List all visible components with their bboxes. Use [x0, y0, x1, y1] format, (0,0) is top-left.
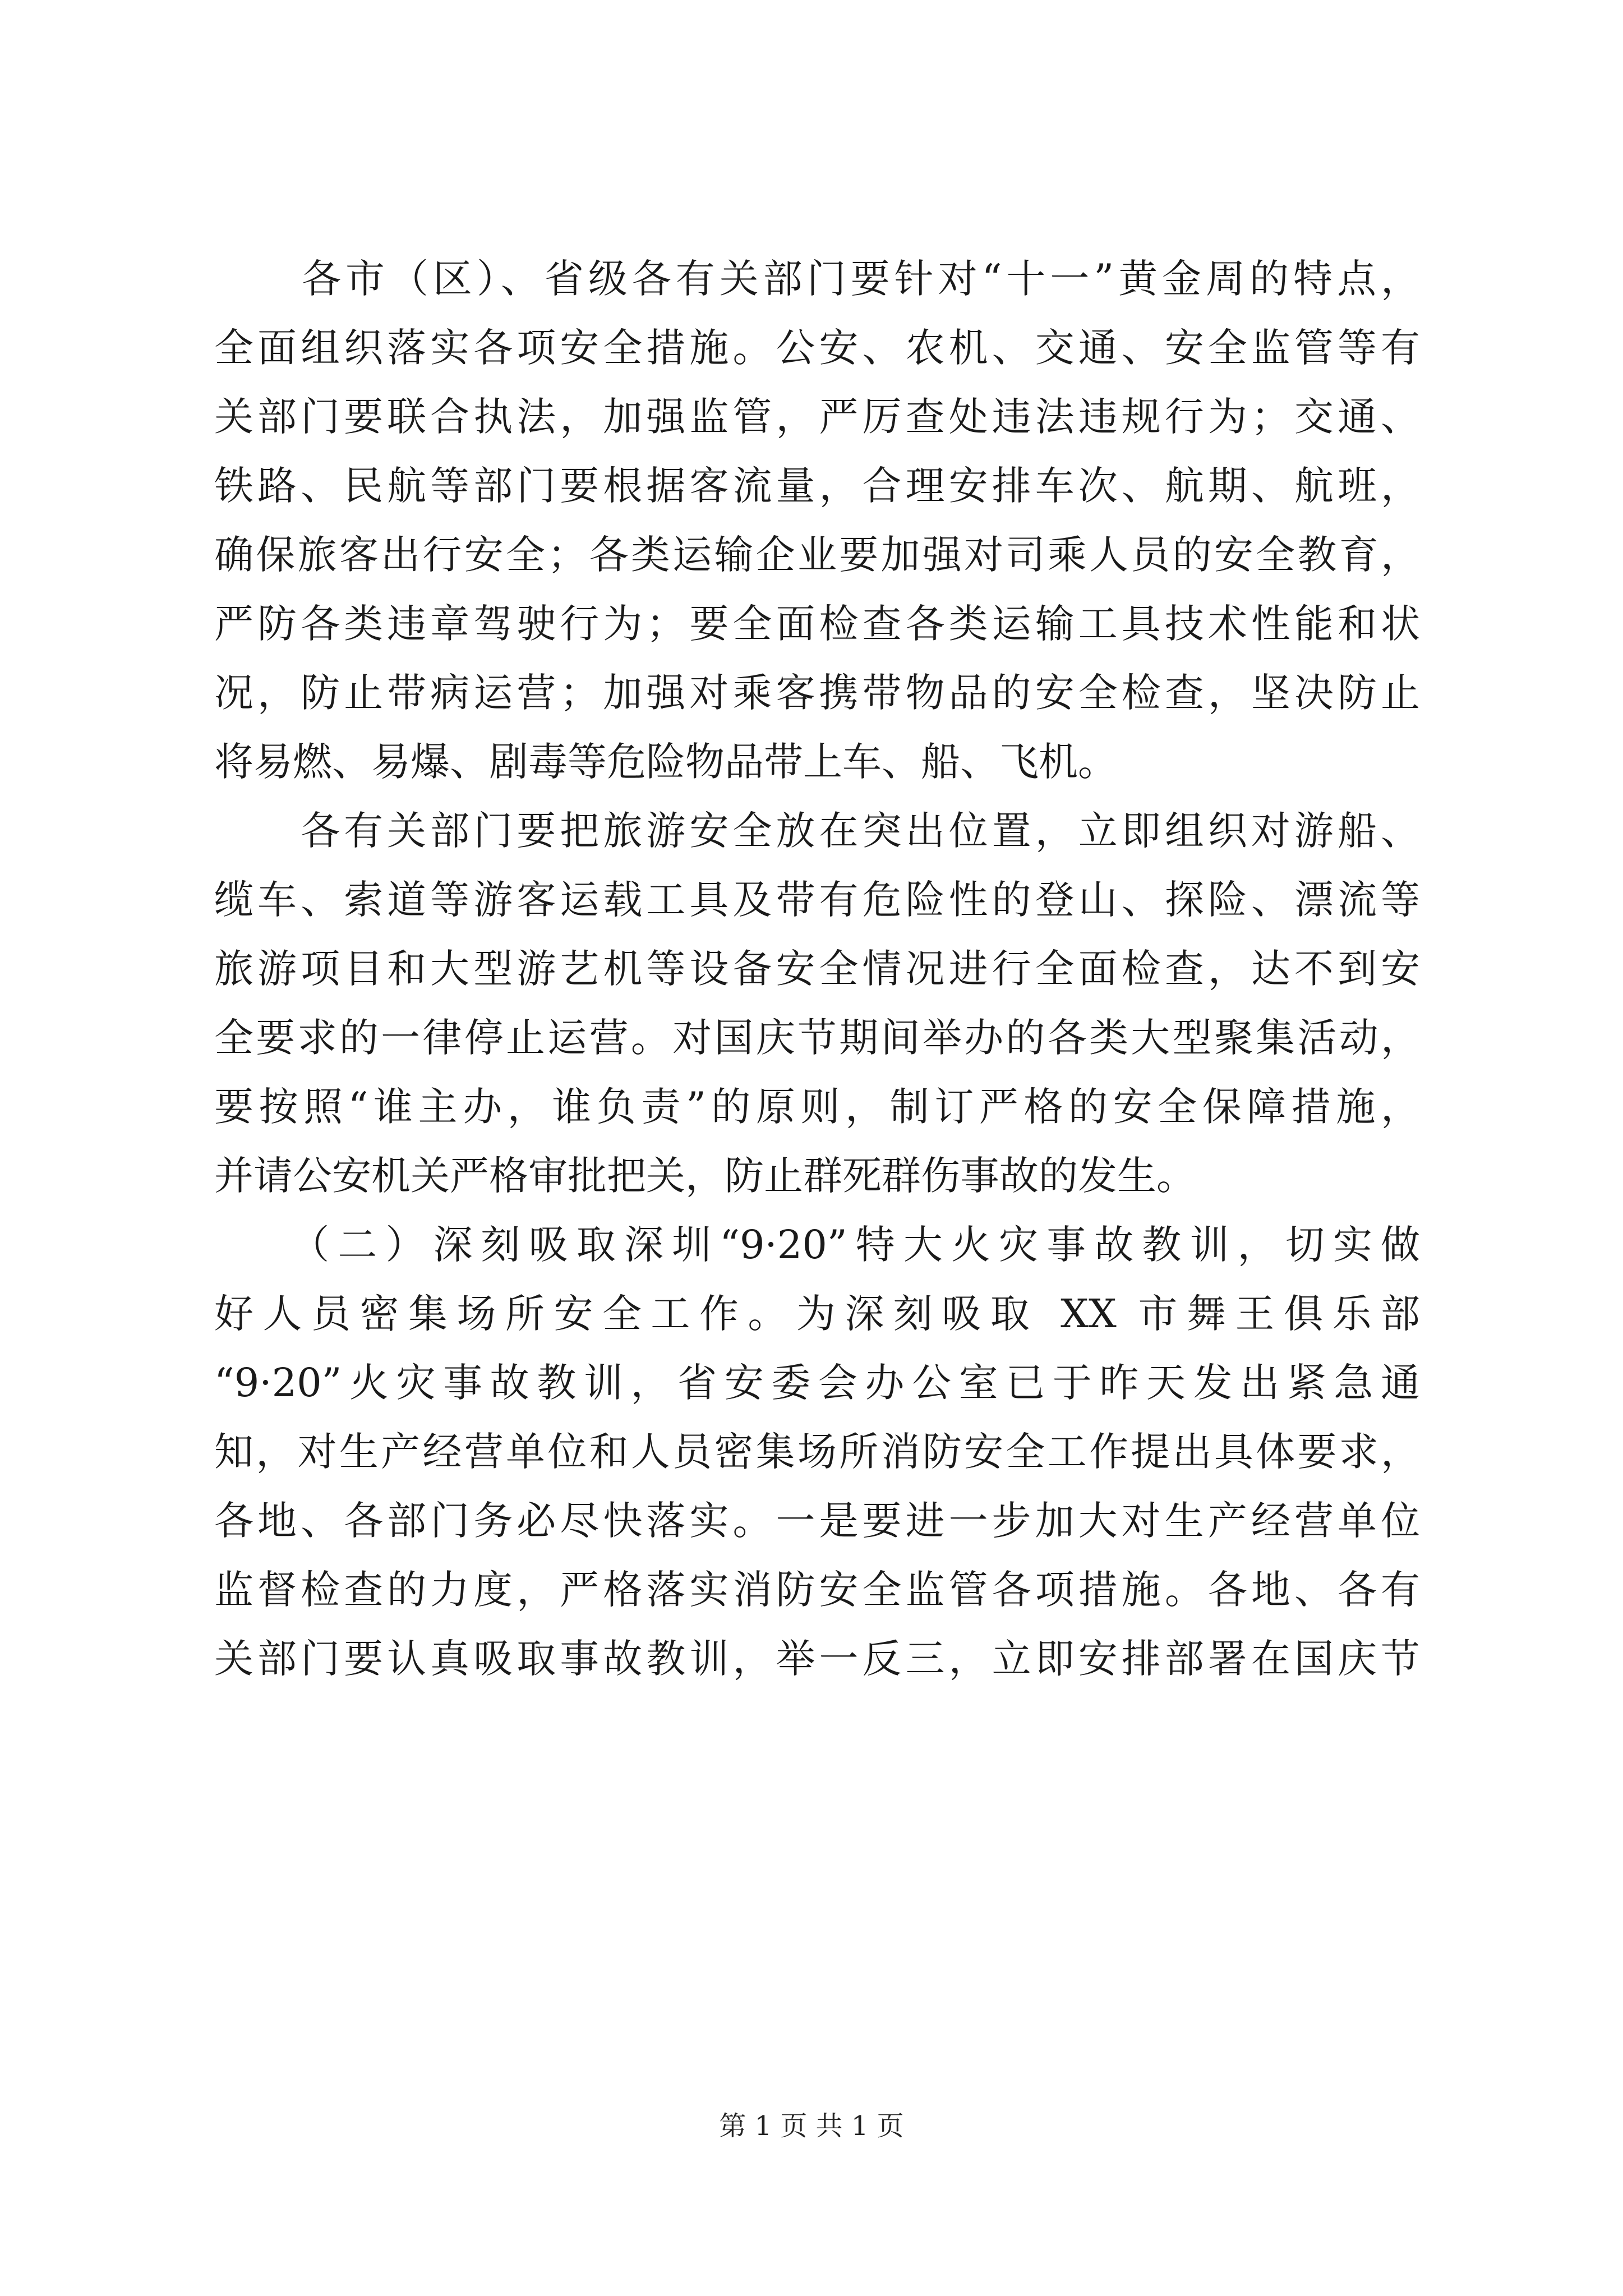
text-line: 监督检查的力度，严格落实消防安全监管各项措施。各地、各有	[214, 1567, 1420, 1613]
text-line: 关部门要联合执法，加强监管，严厉查处违法违规行为；交通、	[214, 394, 1420, 440]
text-line: 各有关部门要把旅游安全放在突出位置，立即组织对游船、	[214, 808, 1420, 854]
text-line: 并请公安机关严格审批把关，防止群死群伤事故的发生。	[214, 1153, 1196, 1199]
text-line: 好人员密集场所安全工作。为深刻吸取 XX 市舞王俱乐部	[214, 1291, 1420, 1337]
text-line: “9·20”火灾事故教训，省安委会办公室已于昨天发出紧急通	[214, 1360, 1420, 1406]
text-line: 旅游项目和大型游艺机等设备安全情况进行全面检查，达不到安	[214, 946, 1420, 992]
text-line: 确保旅客出行安全；各类运输企业要加强对司乘人员的安全教育，	[214, 532, 1420, 578]
text-line: 铁路、民航等部门要根据客流量，合理安排车次、航期、航班，	[214, 463, 1420, 509]
text-line: 况，防止带病运营；加强对乘客携带物品的安全检查，坚决防止	[214, 670, 1420, 716]
text-line: 将易燃、易爆、剧毒等危险物品带上车、船、飞机。	[214, 739, 1117, 785]
text-line: 要按照“谁主办，谁负责”的原则，制订严格的安全保障措施，	[214, 1084, 1420, 1130]
text-line: （二）深刻吸取深圳“9·20”特大火灾事故教训，切实做	[214, 1222, 1420, 1268]
text-line: 全要求的一律停止运营。对国庆节期间举办的各类大型聚集活动，	[214, 1015, 1420, 1061]
text-line: 知，对生产经营单位和人员密集场所消防安全工作提出具体要求，	[214, 1429, 1420, 1475]
text-line: 严防各类违章驾驶行为；要全面检查各类运输工具技术性能和状	[214, 601, 1420, 647]
paragraph-fire-safety	[214, 1211, 1420, 1694]
text-line: 各市（区）、省级各有关部门要针对“十一”黄金周的特点，	[214, 256, 1420, 302]
text-line: 缆车、索道等游客运载工具及带有危险性的登山、探险、漂流等	[214, 877, 1420, 923]
text-line: 关部门要认真吸取事故教训，举一反三，立即安排部署在国庆节	[214, 1636, 1420, 1682]
paragraph-tourism-safety	[214, 797, 1420, 1211]
text-line: 各地、各部门务必尽快落实。一是要进一步加大对生产经营单位	[214, 1498, 1420, 1544]
paragraph-transport-safety	[214, 245, 1420, 797]
page-number-label: 第 1 页 共 1 页	[719, 2110, 904, 2142]
page-footer	[0, 2109, 1623, 2143]
text-line: 全面组织落实各项安全措施。公安、农机、交通、安全监管等有	[214, 325, 1420, 371]
document-body	[214, 245, 1420, 1694]
